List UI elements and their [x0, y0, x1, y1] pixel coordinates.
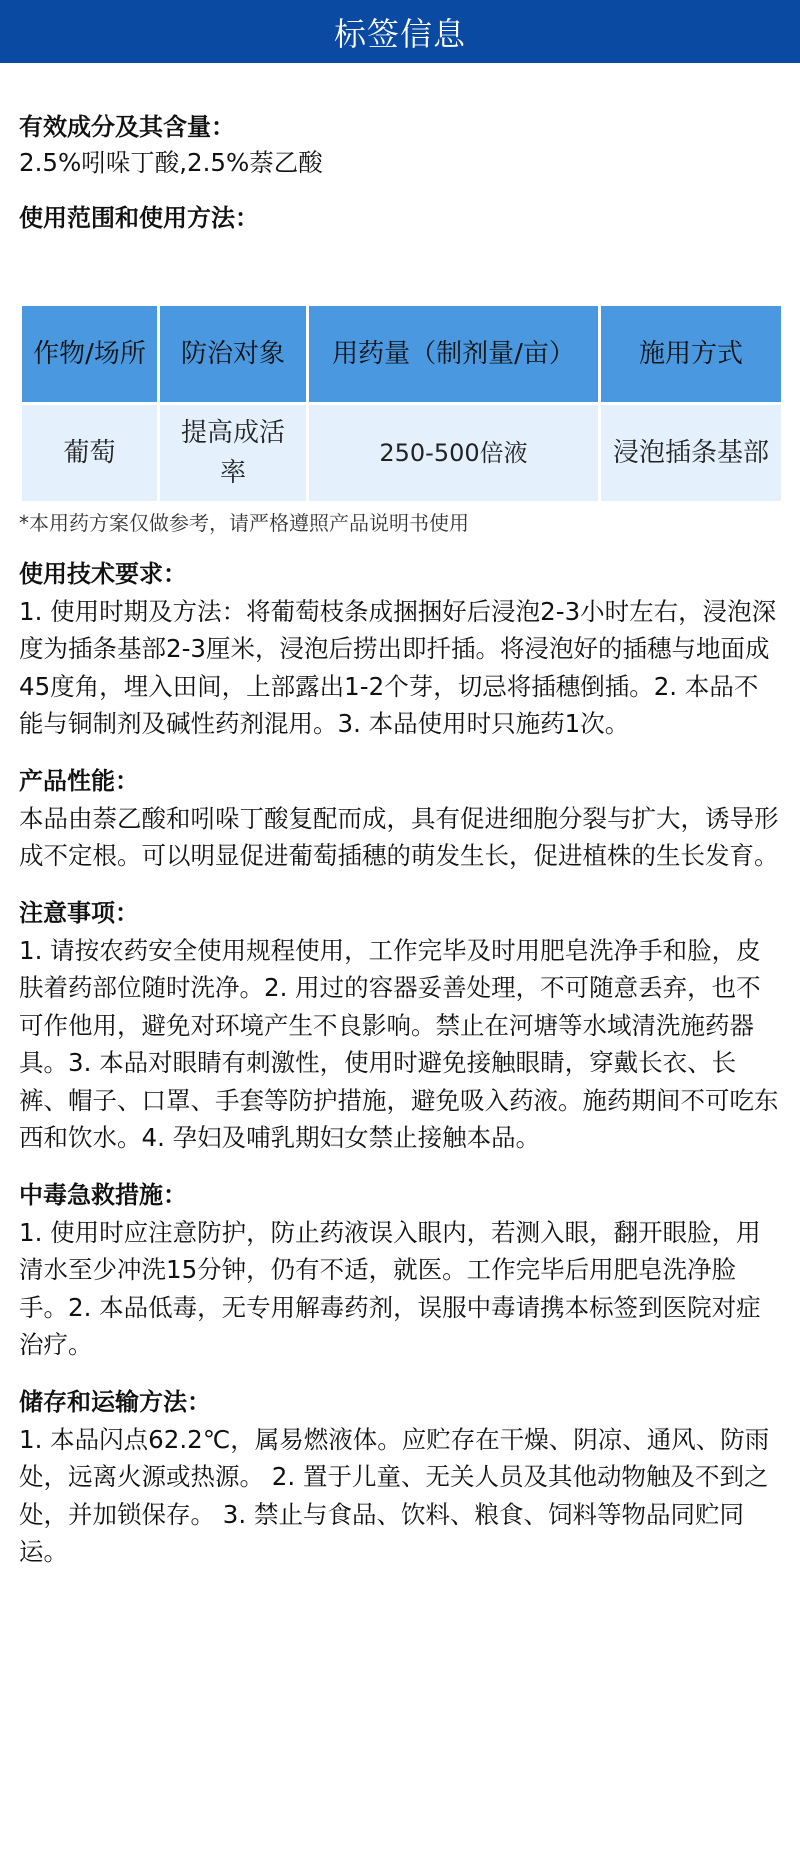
- performance-section: [19, 761, 781, 875]
- cautions-body: 1. 请按农药安全使用规程使用，工作完毕及时用肥皂洗净手和脸，皮肤着药部位随时洗净。2. 用过的容器妥善处理，不可随意丢弃，也不可作他用，避免对环境产生不良影响。禁止在河塘等水域清洗施药器具。3. 本品对眼睛有刺激性，使用时避免接触眼睛，穿戴长衣、长裤、帽子、口罩、手套等防护措施，避免吸入药液。施药期间不可吃东西和饮水。4. 孕妇及哺乳期妇女禁止接触本品。: [19, 935, 779, 1152]
- cell-crop: 葡萄: [21, 403, 159, 502]
- cautions-section: [19, 893, 781, 1157]
- first-aid-body: 1. 使用时应注意防护，防止药液误入眼内，若测入眼，翻开眼脸，用清水至少冲洗15分钟，仍有不适，就医。工作完毕后用肥皂洗净脸手。2. 本品低毒，无专用解毒药剂，误服中毒请携本标签到医院对症治疗。: [19, 1217, 761, 1359]
- dose-table-header-row: [21, 304, 783, 403]
- cell-method: 浸泡插条基部: [600, 403, 783, 502]
- cell-dosage: 250-500倍液: [308, 403, 600, 502]
- dose-table: [19, 303, 784, 504]
- first-aid-title: 中毒急救措施：: [19, 1180, 187, 1209]
- page-header: [0, 0, 800, 63]
- column-header-method: 施用方式: [600, 304, 783, 403]
- first-aid-section: [19, 1175, 781, 1364]
- column-header-crop: 作物/场所: [21, 304, 159, 403]
- table-row: [21, 403, 783, 502]
- cautions-title: 注意事项：: [19, 898, 139, 927]
- tech-body: 1. 使用时期及方法：将葡萄枝条成捆捆好后浸泡2-3小时左右，浸泡深度为插条基部2-3厘米，浸泡后捞出即扦插。将浸泡好的插穗与地面成45度角，埋入田间，上部露出1-2个芽，切忌将插穗倒插。2. 本品不能与铜制剂及碱性药剂混用。3. 本品使用时只施药1次。: [19, 596, 777, 738]
- performance-body: 本品由萘乙酸和吲哚丁酸复配而成，具有促进细胞分裂与扩大，诱导形成不定根。可以明显促进葡萄插穗的萌发生长，促进植株的生长发育。: [19, 803, 779, 870]
- performance-title: 产品性能：: [19, 766, 139, 795]
- table-note: *本用药方案仅做参考，请严格遵照产品说明书使用: [19, 510, 469, 535]
- column-header-target: 防治对象: [159, 304, 308, 403]
- ingredients-title: 有效成分及其含量：: [19, 113, 235, 141]
- page-title: 标签信息: [333, 14, 466, 53]
- tech-section: [19, 554, 781, 743]
- storage-section: [19, 1382, 781, 1571]
- cell-target: 提高成活率: [159, 403, 308, 502]
- storage-title: 储存和运输方法：: [19, 1387, 211, 1416]
- label-content: [0, 107, 800, 1571]
- usage-title: 使用范围和使用方法：: [19, 203, 259, 232]
- ingredients-value: 2.5%吲哚丁酸,2.5%萘乙酸: [19, 148, 323, 177]
- column-header-dosage: 用药量（制剂量/亩）: [308, 304, 600, 403]
- storage-body: 1. 本品闪点62.2℃，属易燃液体。应贮存在干燥、阴凉、通风、防雨处，远离火源或热源。 2. 置于儿童、无关人员及其他动物触及不到之处，并加锁保存。 3. 禁止与食品、饮料、粮食、饲料等物品同贮同运。: [19, 1424, 770, 1566]
- tech-title: 使用技术要求：: [19, 559, 187, 588]
